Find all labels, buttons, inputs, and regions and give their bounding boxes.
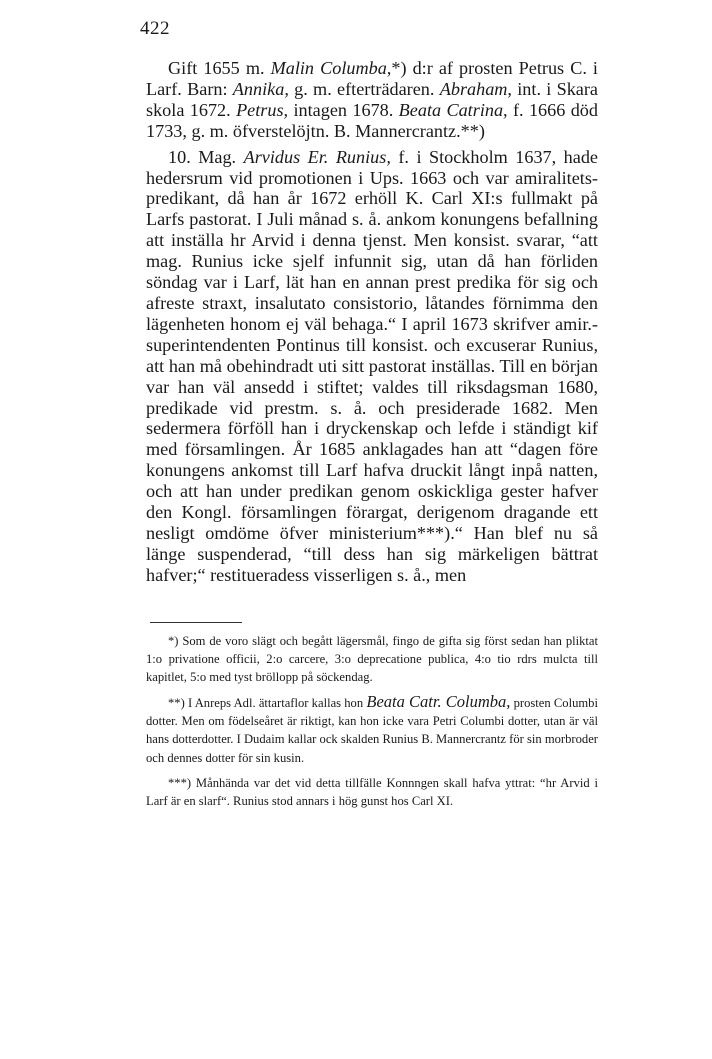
paragraph-run: f. 1666 död 1733, g. m. öfverstelöjtn. B. Mannercrantz.**) [146, 99, 598, 141]
paragraph-run: f. i Stockholm 1637, hade hedersrum vid promotionen i Ups. 1663 och var amiralitets-predikant, då han år 1672 erhöll K. Carl XI:s fullmakt på Larfs pastorat. I Juli månad s. å. ankom konungens befallning att inställa hr Arvid i denna tjenst. Men konsist. svarar, “att mag. Runius icke sjelf infunnit sig, utan då han förliden söndag var i Larf, lät han en annan prest predika för sig och afreste straxt, insalutato consistorio, låtandes förnimma den lägenheten honom ej väl behaga.“ I april 1673 skrifver amir.-superintendenten Pontinus till konsist. och excuserar Runius, att han må obehindradt uti sitt pastorat inställas. Till en början var han väl ansedd i stiftet; valdes till riksdagsman 1680, predikade vid prestm. s. å. och presiderade 1682. Men sedermera förföll han i dryckenskap och lefde i ständigt kif med församlingen. År 1685 anklagades han att “dagen före konungens ankomst till Larf hafva druckit långt inpå natten, och att han under predikan genom oskickliga gester hafver den Kongl. församlingen förargat, derigenom dragande ett nesligt omdöme öfver ministerium***).“ Han blef nu så länge suspenderad, “till dess han sig märkeligen bättrat hafver;“ restitueradess visserligen s. å., men [146, 146, 598, 585]
footnote-2 [146, 693, 598, 766]
paragraph-run: Petrus, [236, 99, 289, 120]
footnote-run: **) I Anreps Adl. ättartaflor kallas hon [168, 696, 367, 711]
footnote-3 [146, 774, 598, 810]
page-number: 422 [140, 18, 170, 39]
paragraph-family [146, 58, 598, 142]
paragraph-run: g. m. efterträdaren. [288, 78, 440, 99]
paragraph-run: Abraham, [439, 78, 512, 99]
paragraph-run: Annika, [232, 78, 289, 99]
footnote-run: *) Som de voro slägt och begått lägersmål, fingo de gifta sig först sedan han pliktat 1:o privatione officii, 2:o carcere, 3:o deprecatione publica, 4:o tio rdrs mulcta till kapitlet, 5:o med tyst bröllopp på söckendag. [146, 634, 598, 685]
footnote-run: Beata Catr. Columba, [366, 692, 511, 712]
paragraph-run: intagen 1678. [288, 99, 399, 120]
paragraph-run: Malin Columba, [270, 58, 392, 78]
paragraph-run: 10. Mag. [168, 146, 244, 167]
paragraph-run: Beata Catrina, [398, 99, 508, 120]
paragraph-run: Arvidus Er. Runius, [243, 146, 391, 167]
footnote-run: prosten Columbi dotter. Men om födelseåret är riktigt, kan hon icke vara Petri Columbi dotter, utan är väl hans dotterdotter. I Dudaim kallar ock skalden Runius B. Mannercrantz för sin morbroder och dennes dotter för sin kusin. [146, 696, 598, 765]
footnote-1 [146, 632, 598, 686]
footnotes [146, 632, 598, 812]
paragraph-runius [146, 147, 598, 586]
paragraph-run: Gift 1655 m. [168, 58, 271, 78]
paragraph-run: *) d:r af prosten Petrus C. i Larf. Barn: [146, 58, 598, 99]
body-text [146, 58, 598, 586]
footnote-divider [150, 622, 242, 623]
paragraph-run: int. i Skara skola 1672. [146, 78, 599, 120]
footnote-run: ***) Månhända var det vid detta tillfälle Konnngen skall hafva yttrat: “hr Arvid i Larf är en slarf“. Runius stod annars i hög gunst hos Carl XI. [146, 775, 598, 808]
